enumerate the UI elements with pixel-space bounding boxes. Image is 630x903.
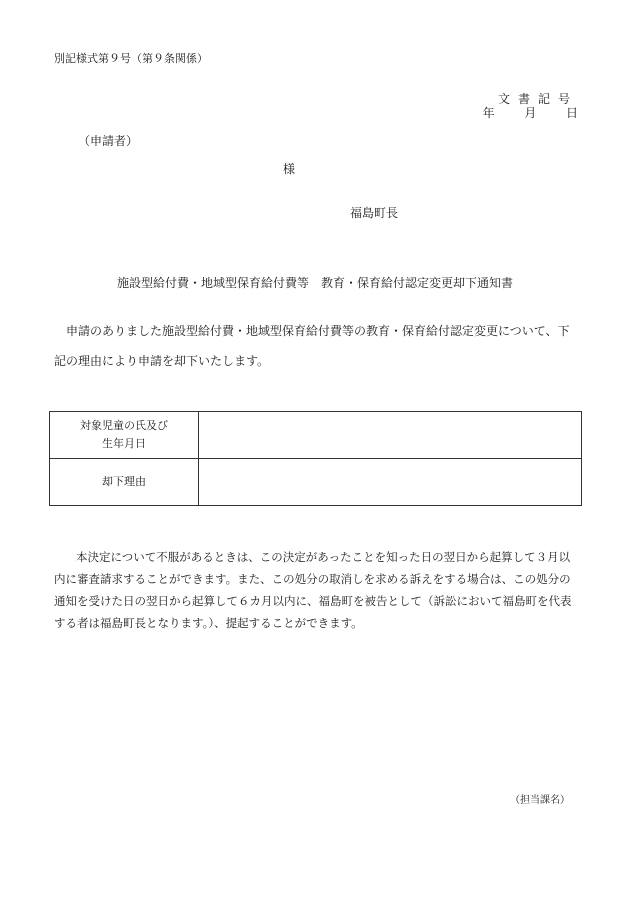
child-info-label <box>50 412 199 459</box>
document-number-block <box>483 92 578 120</box>
table-row <box>50 459 582 506</box>
form-number: 別記様式第９号（第９条関係） <box>54 52 208 65</box>
date-year-label: 年 <box>482 106 495 120</box>
child-info-value <box>199 412 582 459</box>
document-number-label: 文書記号 <box>497 92 578 106</box>
date-day-label: 日 <box>565 106 578 120</box>
document-title: 施設型給付費・地域型保育給付費等 教育・保育給付認定変更却下通知書 <box>116 276 513 290</box>
body-text: 申請のありました施設型給付費・地域型保育給付費等の教育・保育給付認定変更について、下記の理由により申請を却下いたします。 <box>54 324 570 368</box>
department-name: （担当課名） <box>510 795 570 806</box>
rejection-reason-value <box>199 459 582 506</box>
rejection-reason-label: 却下理由 <box>50 459 199 506</box>
appeal-notice: 本決定について不服があるときは、この決定があったことを知った日の翌日から起算して３月以内に審査請求することができます。また、この処分の取消しを求める訴えをする場合は、この処分の通知を受けた日の翌日から起算して６カ月以内に、福島町を被告として（訴訟において福島町を代表する者は福島町長となります。）、提起することができます。 <box>54 550 572 630</box>
child-info-label-line2: 生年月日 <box>102 437 146 450</box>
applicant-label: （申請者） <box>78 134 139 148</box>
date-line <box>483 106 578 120</box>
child-info-label-line1: 対象児童の氏及び <box>80 419 168 432</box>
table-row <box>50 412 582 459</box>
honorific: 様 <box>283 162 296 176</box>
issuer-name: 福島町長 <box>350 206 399 220</box>
date-month-label: 月 <box>524 106 537 120</box>
info-table <box>49 411 582 506</box>
